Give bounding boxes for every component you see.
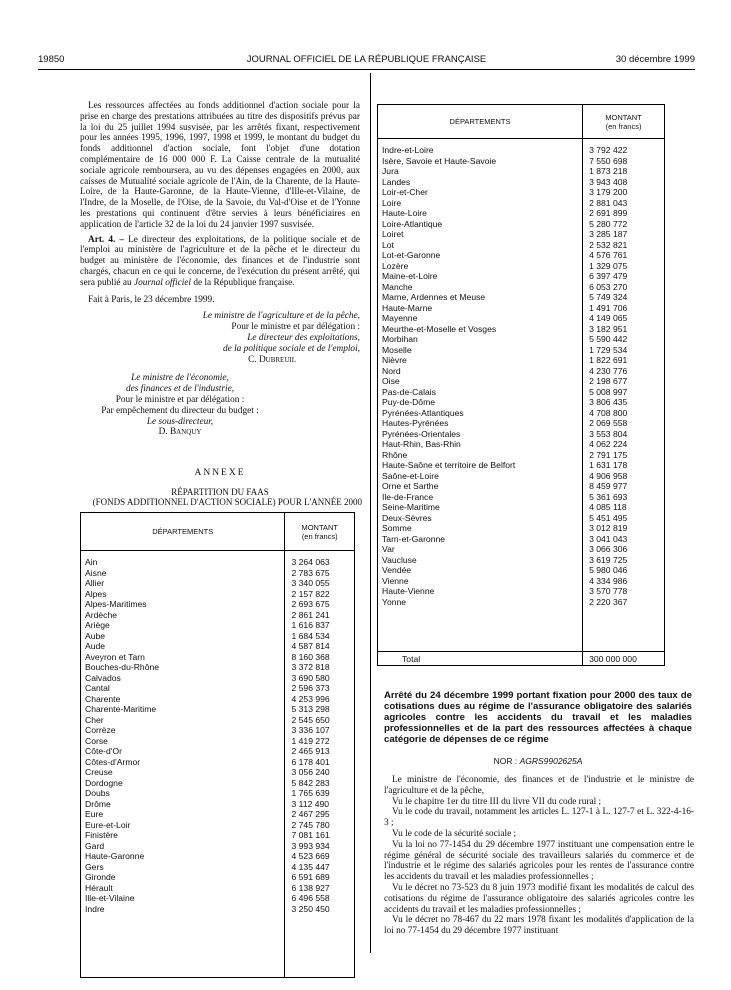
- montant-value: 7 081 161: [291, 830, 330, 840]
- arrete-paragraph: Vu la loi no 77-1454 du 29 décembre 1977 instituant une compensation entre le régime général de sécurité sociale des travailleurs salariés du commerce et de l'industrie et le régime des salariés agricoles pour les rentes de l'assurance contre les accidents du travail et les maladies professionnelles ;: [384, 839, 694, 883]
- departement-name: Corrèze: [85, 725, 116, 735]
- departement-name: Seine-Maritime: [382, 502, 440, 512]
- article-4-label: Art. 4. –: [88, 234, 124, 245]
- departement-name: Aude: [85, 641, 106, 651]
- montant-value: 8 160 368: [291, 651, 330, 662]
- departement-name: Haute-Saône et territoire de Belfort: [382, 460, 516, 470]
- departement-name: Creuse: [85, 767, 113, 777]
- departement-name: Indre-et-Loire: [382, 145, 434, 155]
- departement-name: Cantal: [85, 683, 110, 693]
- article-4-text: Le directeur des exploitations, de la politique sociale et de l'emploi au ministère de l'agriculture et de la pêche et le directeur du budget au ministère de l'économie, des finances et de l'industrie sont chargés, chacun en ce qui le concerne, de l'exécution du présent arrêté, qui sera publié au: [80, 234, 360, 288]
- arrete-paragraph: Vu le code du travail, notamment les articles L. 127-1 à L. 127-7 et L. 322-4-16-3 ;: [384, 807, 694, 829]
- signature-line: des finances et de l'industrie,: [125, 384, 235, 395]
- montant-values-cell: [583, 139, 665, 652]
- departement-name: Pyrénées-Atlantiques: [382, 407, 464, 418]
- departement-name: Rhône: [382, 449, 408, 460]
- montant-value: 5 749 324: [589, 292, 628, 302]
- montant-label: MONTANT: [301, 522, 338, 532]
- montant-value: 2 881 043: [589, 197, 628, 208]
- montant-value: 6 138 927: [291, 882, 330, 893]
- departement-name: Vendée: [382, 565, 412, 575]
- departement-names-cell: [378, 139, 583, 652]
- article-4-text-end: de la République française.: [191, 277, 295, 288]
- montant-value: 3 112 490: [291, 798, 330, 809]
- en-francs-label: (en francs): [605, 121, 642, 131]
- departement-name: Dordogne: [85, 777, 123, 788]
- montant-value: 6 397 479: [589, 271, 628, 281]
- montant-value: 7 550 698: [589, 155, 628, 166]
- departement-name: Ardèche: [85, 609, 118, 620]
- departement-name: Meurthe-et-Moselle et Vosges: [382, 323, 497, 334]
- repartition-subtitle: (FONDS ADDITIONNEL D'ACTION SOCIALE) POUR L'ANNÉE 2000: [92, 497, 362, 507]
- montant-value: 3 943 408: [589, 176, 628, 187]
- montant-value: 4 334 986: [589, 575, 628, 586]
- montant-value: 2 220 367: [589, 596, 628, 607]
- departement-name: Alpes-Maritimes: [85, 599, 147, 609]
- departement-name: Mayenne: [382, 313, 418, 323]
- departement-name: Puy-de-Dôme: [382, 397, 436, 407]
- header-rule: [38, 69, 695, 70]
- column-header-departements: DÉPARTEMENTS: [81, 513, 285, 551]
- departement-name: Charente-Maritime: [85, 704, 157, 714]
- montant-value: 3 056 240: [291, 767, 330, 777]
- montant-value: 5 451 495: [589, 512, 628, 523]
- arrete-paragraph: Vu le décret no 73-523 du 8 juin 1973 modifié fixant les modalités de calcul des cotisations du régime de l'assurance obligatoire des salariés agricoles contre les accidents du travail et les maladies professionnelles ;: [384, 882, 694, 915]
- arrete-paragraph: Vu le chapitre 1er du titre III du livre VII du code rural ;: [392, 796, 602, 807]
- montant-value: 1 631 178: [589, 460, 628, 470]
- departement-name: Côtes-d'Armor: [85, 756, 141, 767]
- montant-value: 3 570 778: [589, 586, 628, 596]
- montant-value: 3 179 200: [589, 187, 628, 197]
- departement-name: Lot: [382, 239, 394, 250]
- column-header-montant: [285, 513, 355, 551]
- montant-value: 1 822 691: [589, 355, 628, 365]
- montant-value: 5 280 772: [589, 218, 628, 229]
- montant-value: 2 532 821: [589, 239, 628, 250]
- signature-line: Pour le ministre et par délégation :: [115, 394, 245, 405]
- montant-value: 2 467 295: [291, 809, 330, 819]
- departements-table-right: [377, 104, 665, 666]
- montant-value: 2 465 913: [291, 746, 330, 756]
- montant-value: 2 745 780: [291, 819, 330, 830]
- montant-value: 3 041 043: [589, 533, 628, 544]
- departement-name: Lozère: [382, 260, 409, 271]
- departement-list: [378, 145, 582, 607]
- montant-value: 2 157 822: [291, 588, 330, 599]
- montant-value: 3 993 934: [291, 840, 330, 851]
- departement-name: Nièvre: [382, 355, 407, 365]
- column-divider: [370, 73, 371, 953]
- signature-line: Le ministre de l'économie,: [131, 373, 229, 384]
- montant-value: 3 340 055: [291, 578, 330, 588]
- departement-name: Maine-et-Loire: [382, 271, 438, 281]
- departement-name: Manche: [382, 281, 413, 292]
- departement-name: Somme: [382, 523, 412, 533]
- montant-value: 5 590 442: [589, 334, 628, 344]
- total-value: 300 000 000: [583, 652, 665, 666]
- departement-name: Charente: [85, 693, 121, 704]
- montant-value: 4 253 996: [291, 693, 330, 704]
- montant-value: 2 861 241: [291, 609, 330, 620]
- nor-code: AGRS9902625A: [519, 756, 583, 766]
- departement-name: Pyrénées-Orientales: [382, 428, 461, 439]
- montant-value: 1 765 639: [291, 788, 330, 798]
- annexe-title: ANNEXE: [194, 468, 246, 478]
- montant-value: 3 336 107: [291, 725, 330, 735]
- departement-name: Aveyron et Tarn: [85, 651, 145, 662]
- departement-name: Loir-et-Cher: [382, 187, 428, 197]
- montant-value: 2 198 677: [589, 376, 628, 386]
- departement-name: Vienne: [382, 575, 409, 586]
- montant-value: 2 069 558: [589, 418, 628, 428]
- departement-name: Loiret: [382, 229, 404, 239]
- montant-value: 5 313 298: [291, 704, 330, 714]
- montant-value: 6 591 689: [291, 872, 330, 882]
- departement-name: Lot-et-Garonne: [382, 250, 441, 260]
- departement-name: Ariège: [85, 620, 110, 630]
- departement-name: Hérault: [85, 882, 113, 893]
- montant-value: 6 178 401: [291, 756, 330, 767]
- montant-value: 2 693 675: [291, 599, 330, 609]
- montant-label: MONTANT: [605, 112, 642, 122]
- montant-list: [285, 557, 354, 914]
- departement-name: Indre: [85, 903, 105, 914]
- signature-line: Le ministre de l'agriculture et de la pêche,: [202, 311, 360, 322]
- paragraph-resources: Les ressources affectées au fonds additionnel d'action sociale pour la prise en charge des prestations attribuées au titre des dispositifs prévus par la loi du 25 juillet 1994 susvisée, par les arrêtés fixant, respectivement pour les années 1995, 1996, 1997, 1998 et 1999, le montant du budget du fonds additionnel d'action sociale, font l'objet d'une dotation complémentaire de 16 000 000 F. La Caisse centrale de la mutualité sociale agricole remboursera, au vu des dépenses engagées en 2000, aux caisses de Mutualité sociale agricole de l'Ain, de la Charente, de la Haute-Loire, de la Haute-Garonne, de la Haute-Vienne, d'Ille-et-Vilaine, de l'Indre, de la Moselle, de l'Oise, de la Savoie, du Val-d'Oise et de l'Yonne les prestations qui continuent d'être servies à leurs bénéficiaires en application de l'article 32 de la loi du 24 janvier 1997 susvisée.: [80, 101, 360, 230]
- column-header-montant: [583, 105, 665, 139]
- fait-a-paris: Fait à Paris, le 23 décembre 1999.: [88, 294, 215, 305]
- departements-table-left: [80, 512, 355, 978]
- departement-name: Oise: [382, 376, 400, 386]
- departement-name: Loire-Atlantique: [382, 218, 443, 229]
- page-header: [38, 54, 695, 68]
- montant-value: 8 459 977: [589, 481, 628, 491]
- montant-value: 4 230 776: [589, 365, 628, 376]
- montant-value: 4 135 447: [291, 861, 330, 872]
- departement-name: Haute-Marne: [382, 302, 433, 313]
- arrete-paragraph: Vu le code de la sécurité sociale ;: [392, 828, 517, 839]
- montant-value: 2 783 675: [291, 567, 330, 578]
- departement-name: Jura: [382, 166, 399, 176]
- departement-name: Saône-et-Loire: [382, 470, 439, 481]
- montant-value: 1 419 272: [291, 735, 330, 746]
- departement-name: Ille-et-Vilaine: [85, 893, 135, 903]
- departement-name: Calvados: [85, 672, 121, 683]
- departement-name: Haute-Loire: [382, 208, 427, 218]
- montant-value: 1 729 534: [589, 344, 628, 355]
- departement-list: [81, 557, 284, 914]
- departement-name: Haut-Rhin, Bas-Rhin: [382, 439, 461, 449]
- departement-name: Gironde: [85, 872, 116, 882]
- montant-value: 3 066 306: [589, 544, 628, 554]
- montant-value: 1 329 075: [589, 260, 628, 271]
- departement-name: Var: [382, 544, 395, 554]
- montant-value: 1 684 534: [291, 630, 330, 641]
- montant-value: 5 361 693: [589, 491, 628, 502]
- signature-line: Le directeur des exploitations,: [247, 332, 360, 343]
- departement-name: Haute-Garonne: [85, 851, 145, 861]
- montant-value: 3 690 580: [291, 672, 330, 683]
- montant-value: 3 285 187: [589, 229, 628, 239]
- arrete-paragraph: Vu le décret no 78-467 du 22 mars 1978 fixant les modalités d'application de la loi no 77-1454 du 29 décembre 1977 instituant: [384, 915, 694, 937]
- departement-name: Côte-d'Or: [85, 746, 122, 756]
- left-column-text: [80, 101, 360, 438]
- montant-value: 4 523 669: [291, 851, 330, 861]
- signatory-name: C. Dubreuil: [248, 354, 296, 365]
- montant-value: 5 842 283: [291, 777, 330, 788]
- departement-name: Moselle: [382, 344, 412, 355]
- departement-name: Cher: [85, 714, 104, 725]
- montant-value: 5 980 046: [589, 565, 628, 575]
- departement-name: Haute-Vienne: [382, 586, 435, 596]
- departement-name: Eure-et-Loir: [85, 819, 131, 830]
- departement-name: Gard: [85, 840, 105, 851]
- montant-value: 3 619 725: [589, 554, 628, 565]
- departement-name: Drôme: [85, 798, 111, 809]
- departement-name: Morbihan: [382, 334, 418, 344]
- issue-date: 30 décembre 1999: [615, 54, 695, 65]
- departement-name: Corse: [85, 735, 108, 746]
- journal-title: JOURNAL OFFICIEL DE LA RÉPUBLIQUE FRANÇAISE: [246, 54, 487, 65]
- nor-reference: [384, 756, 692, 766]
- departement-name: Nord: [382, 365, 401, 376]
- montant-value: 6 053 270: [589, 281, 628, 292]
- departement-name: Tarn-et-Garonne: [382, 533, 446, 544]
- departement-name: Ile-de-France: [382, 491, 434, 502]
- montant-value: 3 182 951: [589, 323, 628, 334]
- departement-name: Marne, Ardennes et Meuse: [382, 292, 486, 302]
- signature-block-economie: [80, 373, 280, 438]
- departement-names-cell: [81, 551, 285, 978]
- montant-value: 2 791 175: [589, 449, 628, 460]
- signature-line: Le sous-directeur,: [146, 416, 214, 427]
- montant-value: 3 264 063: [291, 557, 330, 567]
- departement-name: Alpes: [85, 588, 107, 599]
- arrete-body: [384, 775, 694, 937]
- montant-value: 6 496 558: [291, 893, 330, 903]
- montant-value: 5 008 997: [589, 386, 628, 397]
- departement-name: Bouches-du-Rhône: [85, 662, 160, 672]
- column-header-departements: DÉPARTEMENTS: [378, 105, 583, 139]
- montant-value: 4 085 118: [589, 502, 627, 512]
- montant-value: 3 806 435: [589, 397, 628, 407]
- departement-name: Finistère: [85, 830, 118, 840]
- departement-name: Ain: [85, 557, 98, 567]
- total-label: Total: [378, 652, 583, 666]
- montant-value: 2 545 650: [291, 714, 330, 725]
- signature-block-agriculture: [80, 311, 360, 365]
- montant-value: 2 691 899: [589, 208, 628, 218]
- montant-value: 3 012 819: [589, 523, 628, 533]
- article-4: [80, 235, 360, 289]
- signature-line: Par empêchement du directeur du budget :: [101, 405, 259, 416]
- departement-name: Aube: [85, 630, 106, 641]
- departement-name: Isère, Savoie et Haute-Savoie: [382, 155, 497, 166]
- en-francs-label: (en francs): [301, 531, 338, 541]
- departement-name: Pas-de-Calais: [382, 386, 436, 397]
- montant-value: 3 250 450: [291, 903, 330, 914]
- departement-name: Aisne: [85, 567, 107, 578]
- departement-name: Loire: [382, 197, 402, 208]
- montant-value: 4 708 800: [589, 407, 628, 418]
- signature-line: de la politique sociale et de l'emploi,: [222, 343, 360, 354]
- arrete-paragraph: Le ministre de l'économie, des finances et de l'industrie et le ministre de l'agriculture et de la pêche,: [384, 775, 694, 796]
- montant-values-cell: [285, 551, 355, 978]
- montant-value: 1 491 706: [589, 302, 628, 313]
- montant-value: 4 906 958: [589, 470, 628, 481]
- montant-value: 4 587 814: [291, 641, 330, 651]
- signatory-name: D. Banquy: [158, 427, 202, 438]
- montant-value: 3 792 422: [589, 145, 628, 155]
- montant-value: 1 873 218: [589, 166, 628, 176]
- montant-value: 4 149 065: [589, 313, 628, 323]
- montant-list: [583, 145, 664, 607]
- departement-name: Orne et Sarthe: [382, 481, 439, 491]
- departement-name: Eure: [85, 809, 104, 819]
- page-number: 19850: [38, 54, 65, 65]
- montant-value: 2 596 373: [291, 683, 330, 693]
- journal-officiel-ref: Journal officiel: [133, 277, 192, 288]
- montant-value: 3 372 818: [291, 662, 330, 672]
- montant-value: 1 616 837: [291, 620, 330, 630]
- departement-name: Gers: [85, 861, 104, 872]
- departement-name: Hautes-Pyrénées: [382, 418, 449, 428]
- departement-name: Allier: [85, 578, 105, 588]
- departement-name: Yonne: [382, 596, 407, 607]
- repartition-title: RÉPARTITION DU FAAS: [171, 487, 269, 497]
- nor-label: NOR :: [493, 756, 518, 766]
- departement-name: Deux-Sèvres: [382, 512, 432, 523]
- montant-value: 3 553 804: [589, 428, 628, 439]
- montant-value: 4 062 224: [589, 439, 628, 449]
- signature-line: Pour le ministre et par délégation :: [231, 322, 360, 333]
- montant-value: 4 576 761: [589, 250, 628, 260]
- departement-name: Doubs: [85, 788, 110, 798]
- departement-name: Vaucluse: [382, 554, 417, 565]
- departement-name: Landes: [382, 176, 411, 187]
- arrete-title: Arrêté du 24 décembre 1999 portant fixation pour 2000 des taux de cotisations dues au régime de l'assurance obligatoire des salariés agricoles contre les accidents du travail et les maladies professionnelles et de la part des ressources affectées à chaque catégorie de dépenses de ce régime: [384, 690, 692, 745]
